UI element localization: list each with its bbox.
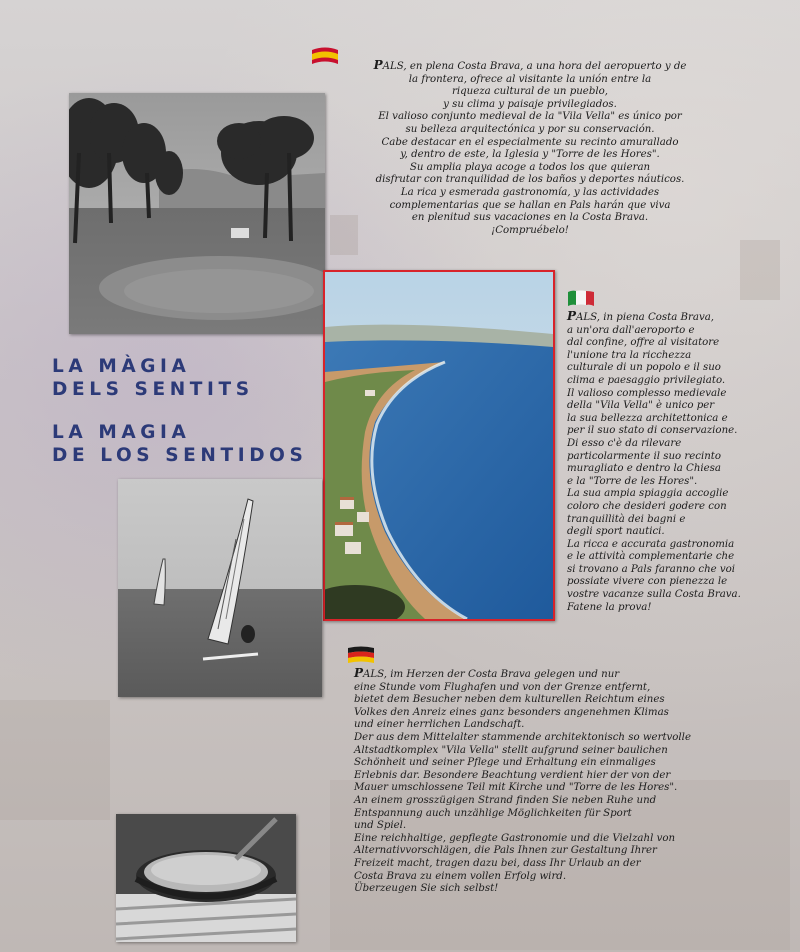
text-line-content: An einem grosszügigen Strand finden Sie neben Ruhe und [354,794,657,806]
text-line [340,149,720,162]
text-line [354,757,774,770]
text-line [567,488,792,501]
text-line [567,375,792,388]
text-line [567,337,792,350]
text-line [340,200,720,213]
text-line-content: la frontera, ofrece al visitante la unión entre la [408,73,652,85]
text-line [567,514,792,527]
text-line-content: l'unione tra la ricchezza [567,349,692,361]
text-line [567,400,792,413]
text-line [340,99,720,112]
text-line-content: Cabe destacar en el especialmente su recinto amurallado [381,136,679,148]
text-line-content: riqueza cultural de un pueblo, [452,86,608,98]
spanish-heading-line2: DE LOS SENTIDOS [52,445,308,466]
spanish-flag-icon [310,44,340,72]
text-line [567,310,792,325]
text-line-content: possiate vivere con pienezza le [567,576,728,588]
spanish-text-block [340,59,720,237]
text-line [354,883,774,896]
dropcap-letter: P [567,309,577,323]
text-line [340,162,720,175]
text-line [340,111,720,124]
text-line-content: Volkes den Anreiz eines ganz besonders angenehmen Klimas [354,706,669,718]
text-line-content: dal confine, offre al visitatore [567,337,720,349]
text-line-content: clima e paesaggio privilegiato. [567,374,726,386]
text-line [567,362,792,375]
text-line-content: La rica y esmerada gastronomía, y las actividades [400,186,660,198]
text-line [354,833,774,846]
text-line [354,808,774,821]
text-line-content: Entspannung auch unzählige Möglichkeiten für Sport [354,807,632,819]
text-line [354,795,774,808]
text-line-content: ALS, en plena Costa Brava, a una hora del aeropuerto y de [382,61,687,72]
spanish-heading [52,421,307,467]
text-line-content: Freizeit macht, tragen dazu bei, dass Ihr Urlaub an der [354,857,641,869]
text-line [354,707,774,720]
text-line-content: per il suo stato di conservazione. [567,425,738,437]
text-line [567,539,792,552]
text-line [354,782,774,795]
beach-aerial-photo [323,270,555,621]
text-line-content: culturale di un popolo e il suo [567,362,721,374]
text-line [340,187,720,200]
text-line-content: particolarmente il suo recinto [567,450,722,462]
text-line [567,602,792,615]
text-line [567,476,792,489]
text-line-content: Costa Brava zu einem vollen Erfolg wird. [354,870,567,882]
german-text-block [354,667,774,896]
text-line [340,137,720,150]
text-line-content: eine Stunde vom Flughafen und von der Grenze entfernt, [354,681,651,693]
text-line-content: La ricca e accurata gastronomia [567,538,735,550]
text-line-content: Überzeugen Sie sich selbst! [354,883,499,895]
text-line [340,124,720,137]
text-line [354,745,774,758]
golf-course-photo [69,93,325,334]
dropcap-letter: P [373,58,383,72]
catalan-heading [52,355,254,401]
dropcap-letter: P [354,666,364,680]
text-line [354,719,774,732]
text-line-content: Fatene la prova! [567,601,652,613]
text-line-content: y, dentro de este, la Iglesia y "Torre de les Hores". [400,149,660,161]
text-line [567,564,792,577]
text-line-content: vostre vacanze sulla Costa Brava. [567,589,741,601]
text-line-content: muragliato e dentro la Chiesa [567,463,721,475]
text-line [354,667,774,682]
text-line-content: la sua bellezza architettonica e [567,412,728,424]
text-line [567,425,792,438]
text-line-content: ALS, im Herzen der Costa Brava gelegen und nur [363,669,620,680]
text-line [567,526,792,539]
text-line [340,212,720,225]
text-line-content: Erlebnis dar. Besondere Beachtung verdient hier der von der [354,769,671,781]
text-line [567,463,792,476]
text-line [567,551,792,564]
text-line-content: complementarias que se hallan en Pals harán que viva [389,199,671,211]
food-dish-photo [116,814,296,942]
spanish-heading-line1: LA MAGIA [52,422,191,443]
text-line [340,225,720,238]
text-line-content: e le attività complementarie che [567,551,735,563]
background-town-texture [0,700,110,820]
text-line-content: Su amplia playa acoge a todos los que quieran [409,161,651,173]
text-line-content: tranquillità dei bagni e [567,513,686,525]
text-line-content: e la "Torre de les Hores". [567,475,698,487]
text-line-content: su belleza arquitectónica y por su conservación. [405,123,655,135]
text-line [354,694,774,707]
text-line [567,501,792,514]
text-line [354,682,774,695]
text-line-content: Mauer umschlossene Teil mit Kirche und "Torre de les Hores". [354,782,678,794]
text-line [340,74,720,87]
text-line-content: a un'ora dall'aeroporto e [567,324,695,336]
text-line-content: El valioso conjunto medieval de la "Vila Vella" es único por [378,111,682,123]
text-line [354,770,774,783]
text-line [567,438,792,451]
text-line-content: en plenitud sus vacaciones en la Costa Brava. [411,212,649,224]
text-line-content: Alternativvorschlägen, die Pals Ihnen zur Gestaltung Ihrer [354,845,657,857]
text-line [567,413,792,426]
text-line-content: si trovano a Pals faranno che voi [567,563,736,575]
text-line-content: und Spiel. [354,820,407,832]
text-line [340,174,720,187]
text-line-content: Di esso c'è da rilevare [567,437,682,449]
catalan-heading-line1: LA MÀGIA [52,356,191,377]
text-line [340,86,720,99]
background-town-texture [740,240,780,300]
text-line [567,388,792,401]
text-line-content: und einer herrlichen Landschaft. [354,719,525,731]
text-line [567,576,792,589]
text-line-content: y su clima y paisaje privilegiados. [443,98,617,110]
text-line-content: della "Vila Vella" è unico per [567,400,715,412]
text-line [340,59,720,74]
text-line-content: La sua ampia spiaggia accoglie [567,488,729,500]
text-line-content: Der aus dem Mittelalter stammende architektonisch so wertvolle [354,731,691,743]
text-line [567,325,792,338]
text-line [354,845,774,858]
text-line [354,858,774,871]
text-line-content: Altstadtkomplex "Vila Vella" stellt aufgrund seiner baulichen [354,744,668,756]
text-line [567,350,792,363]
windsurf-photo [118,479,322,697]
text-line-content: Il valioso complesso medievale [567,387,727,399]
text-line [567,589,792,602]
text-line-content: Schönheit und seiner Pflege und Erhaltung ein einmaliges [354,757,656,769]
italian-text-block [567,310,792,614]
text-line-content: ¡Compruébelo! [491,224,569,236]
text-line-content: ALS, in piena Costa Brava, [576,312,715,323]
text-line [354,732,774,745]
text-line-content: disfrutar con tranquilidad de los baños y deportes náuticos. [375,174,685,186]
text-line [354,871,774,884]
text-line-content: degli sport nautici. [567,526,665,538]
text-line-content: Eine reichhaltige, gepflegte Gastronomie und die Vielzahl von [354,832,676,844]
text-line [567,451,792,464]
catalan-heading-line2: DELS SENTITS [52,379,254,400]
text-line [354,820,774,833]
text-line-content: bietet dem Besucher neben dem kulturellen Reichtum eines [354,694,665,706]
text-line-content: coloro che desideri godere con [567,500,727,512]
